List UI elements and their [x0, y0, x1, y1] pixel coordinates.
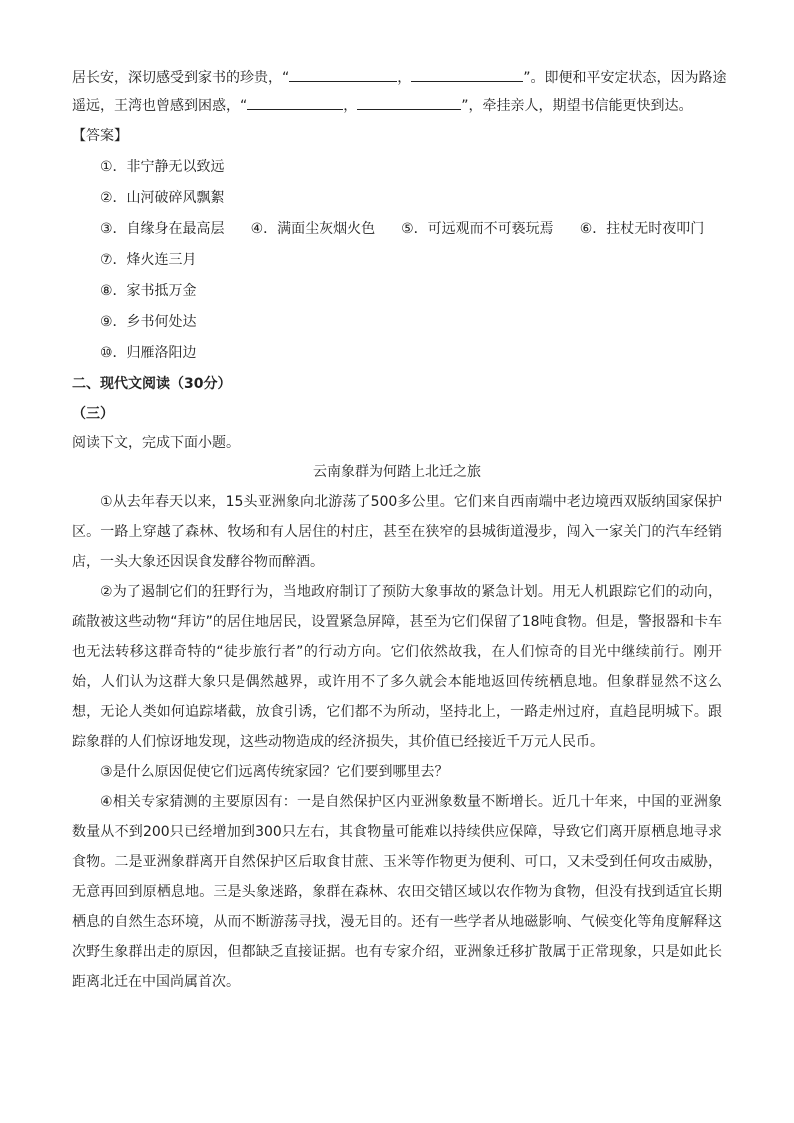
intro-text: 遥远，王湾也曾感到困惑，“: [72, 98, 248, 114]
answer-item: ⑥．拄杖无时夜叩门: [579, 221, 705, 237]
instruction: 阅读下文，完成下面小题。: [72, 435, 240, 451]
answer-blank: [289, 65, 397, 82]
article-title: 云南象群为何踏上北迁之旅: [313, 464, 481, 480]
article-paragraph: ③是什么原因促使它们远离传统家园？它们要到哪里去？: [100, 764, 449, 780]
intro-text: ，: [397, 70, 412, 86]
intro-line-2: [72, 92, 722, 120]
answer-item: ④．满面尘灰烟火色: [250, 221, 376, 237]
section-heading: 二、现代文阅读（30分）: [72, 376, 232, 392]
answer-item: ⑧．家书抵万金: [100, 283, 197, 299]
answer-blank: [357, 93, 461, 110]
subsection-heading: （三）: [72, 406, 114, 422]
answer-blank: [247, 93, 343, 110]
answer-title: 【答案】: [72, 128, 128, 144]
intro-text: ”。即便和平安定状态，因为路途: [523, 70, 727, 86]
answer-item: ①．非宁静无以致远: [100, 159, 225, 175]
answer-item: ⑨．乡书何处达: [100, 314, 197, 330]
answer-item: ⑩．归雁洛阳边: [100, 345, 197, 361]
answer-item: ③．自缘身在最高层: [100, 221, 225, 237]
article-paragraph: ④相关专家猜测的主要原因有：一是自然保护区内亚洲象数量不断增长。近几十年来，中国的亚洲象数量从不到200只已经增加到300只左右，其食物量可能难以持续供应保障，导致它们离开原栖息地寻求食物。二是亚洲象群离开自然保护区后取食甘蔗、玉米等作物更为便利、可口，又未受到任何攻击威胁，无意再回到原栖息地。三是头象迷路，象群在森林、农田交错区域以农作物为食物，但没有找到适宜长期栖息的自然生态环境，从而不断游荡寻找，漫无目的。还有一些学者从地磁影响、气候变化等角度解释这次野生象群出走的原因，但都缺乏直接证据。也有专家介绍，亚洲象迁移扩散属于正常现象，只是如此长距离北迁在中国尚属首次。: [72, 794, 722, 990]
answer-item: ⑦．烽火连三月: [100, 252, 197, 268]
document-page: [72, 64, 727, 997]
article-paragraph: ②为了遏制它们的狂野行为，当地政府制订了预防大象事故的紧急计划。用无人机跟踪它们的动向，疏散被这些动物“拜访”的居住地居民，设置紧急屏障，甚至为它们保留了18吨食物。但是，警报器和卡车也无法转移这群奇特的“徒步旅行者”的行动方向。它们依然故我，在人们惊奇的目光中继续前行。刚开始，人们认为这群大象只是偶然越界，或许用不了多久就会本能地返回传统栖息地。但象群显然不这么想，无论人类如何追踪堵截，放食引诱，它们都不为所动，坚持北上，一路走州过府，直趋昆明城下。跟踪象群的人们惊讶地发现，这些动物造成的经济损失，其价值已经接近千万元人民币。: [72, 584, 722, 750]
answer-item: ⑤．可远观而不可亵玩焉: [401, 221, 554, 237]
article-paragraph: ①从去年春天以来，15头亚洲象向北游荡了500多公里。它们来自西南端中老边境西双版纳国家保护区。一路上穿越了森林、牧场和有人居住的村庄，甚至在狭窄的县城街道漫步，闯入一家关门的汽车经销店，一头大象还因误食发酵谷物而醉酒。: [72, 494, 722, 570]
answer-row: [72, 214, 722, 245]
intro-text: ，: [343, 98, 358, 114]
intro-text: ”，牵挂亲人，期望书信能更快到达。: [461, 98, 693, 114]
intro-line-1: [72, 64, 727, 92]
answer-item: ②．山河破碎风飘絮: [100, 190, 225, 206]
intro-text: 居长安，深切感受到家书的珍贵，“: [72, 70, 290, 86]
answer-blank: [411, 65, 523, 82]
